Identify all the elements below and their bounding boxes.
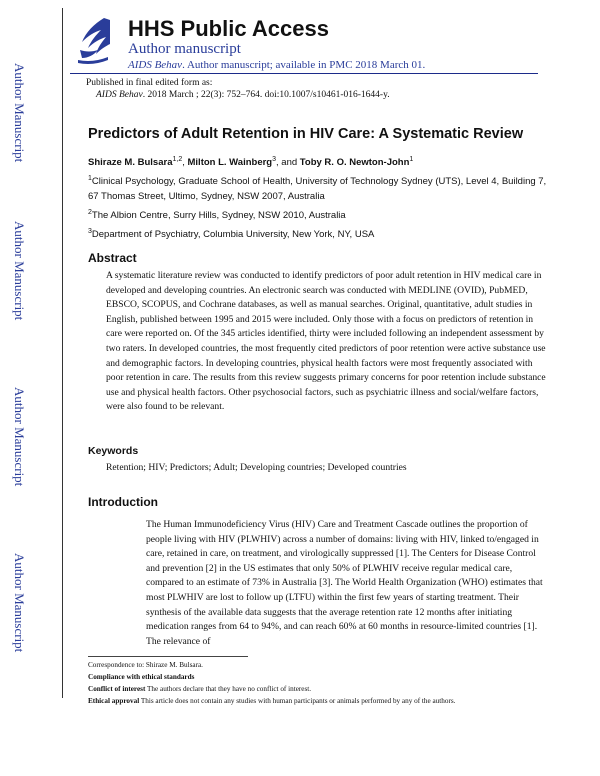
correspondence-note: Correspondence to: Shiraze M. Bulsara.	[88, 661, 203, 669]
keywords-text: Retention; HIV; Predictors; Adult; Developing countries; Developed countries	[106, 462, 407, 473]
author-list	[88, 156, 413, 168]
margin-rule	[62, 8, 63, 698]
author-separator: ,	[182, 157, 188, 169]
ethical-approval-note: Ethical approval This article does not contain any studies with human participants or animals performed by any of the authors.	[88, 697, 456, 705]
author-affiliation-number: 3	[272, 156, 277, 163]
introduction-text: The Human Immunodeficiency Virus (HIV) Care and Treatment Cascade outlines the proportion of people living with HIV (PLWHIV) across a number of domains: living with HIV, linked to/engaged in care, retained in care, on treatment, and virologically suppressed [1]. The Centers for Disease Control and prevention [2] in the US estimates that only 50% of PLWHIV receive regular medical care, compared to an estimate of 73% in Australia [3]. The World Health Organization (WHO) estimates that most PLWHIV are lost to follow up (LTFU) within the first few years of starting treatment. Their synthesis of the available data suggests that the average retention rate 12 months after initiating medication ranges from 64 to 94%, and can reach 60% at 60 months in resource-limited countries [1]. The relevance of	[146, 519, 543, 647]
author-affiliation-number: 1	[409, 156, 414, 163]
author-separator: , and	[276, 157, 300, 169]
conflict-of-interest-note: Conflict of interest The authors declare that they have no conflict of interest.	[88, 685, 312, 693]
introduction-heading: Introduction	[88, 495, 158, 509]
published-label: Published in final edited form as:	[86, 78, 213, 88]
availability-text: . Author manuscript; available in PMC 2018 March 01.	[182, 59, 426, 71]
keywords-heading: Keywords	[88, 445, 139, 457]
availability-journal: AIDS Behav	[128, 59, 183, 71]
author-manuscript-subtitle: Author manuscript	[128, 41, 241, 57]
hhs-eagle-logo	[74, 14, 114, 66]
ethical-standards-heading: Compliance with ethical standards	[88, 673, 195, 681]
hhs-public-access-title: HHS Public Access	[128, 16, 329, 41]
affiliation: $^2$The Albion Centre, Surry Hills, Sydney, NSW 2010, Australia	[88, 209, 346, 222]
paper-title: Predictors of Adult Retention in HIV Care: A Systematic Review	[88, 126, 524, 142]
header-rule	[70, 73, 538, 74]
availability-line	[128, 59, 425, 71]
abstract-text: A systematic literature review was conducted to identify predictors of poor adult retention in HIV medical care in developed and developing countries. An electronic search was conducted with MEDLINE (OVID), PubMED, EBSCO, SCOPUS, and Cochrane databases, as well as manual searches. Original, quantitative, adult studies in English, published between 1995 and 2015 were included. Only those with a focus on predictors of retention in care were reported on. Of the 345 articles identified, thirty were included following an independent assessment by two raters. In developed countries, the most frequently cited predictors of poor retention were active substance use and demographic factors. In developing countries, physical health factors were most frequently associated with poor retention in care. The results from this review suggests primary concerns for poor retention include substance use and physical health factors. Other psychosocial factors, such as psychiatric illness and social/welfare factors, were also found to be relevant.	[106, 270, 546, 413]
side-label-4: Author Manuscript	[12, 553, 27, 653]
author-name: Milton L. Wainberg	[187, 157, 273, 169]
author-name: Shiraze M. Bulsara	[88, 157, 173, 169]
side-label-2: Author Manuscript	[12, 221, 27, 321]
side-label-1: Author Manuscript	[12, 63, 27, 163]
author-name: Toby R. O. Newton-John	[299, 157, 410, 169]
affiliation: $^3$Department of Psychiatry, Columbia University, New York, NY, USA	[88, 228, 375, 241]
author-affiliation-number: 1,2	[172, 156, 183, 163]
affiliation: $^1$Clinical Psychology, Graduate School of Health, University of Technology Sydney (UTS), Level 4, Building 7, 67 Thomas Street, Ultimo, Sydney, NSW 2007, Australia	[88, 175, 547, 203]
published-citation	[96, 90, 390, 100]
citation-text: . 2018 March ; 22(3): 752–764. doi:10.1007/s10461-016-1644-y.	[142, 90, 390, 100]
side-label-3: Author Manuscript	[12, 387, 27, 487]
citation-journal: AIDS Behav	[96, 90, 143, 100]
abstract-heading: Abstract	[88, 251, 137, 265]
footnote-rule	[88, 656, 248, 657]
